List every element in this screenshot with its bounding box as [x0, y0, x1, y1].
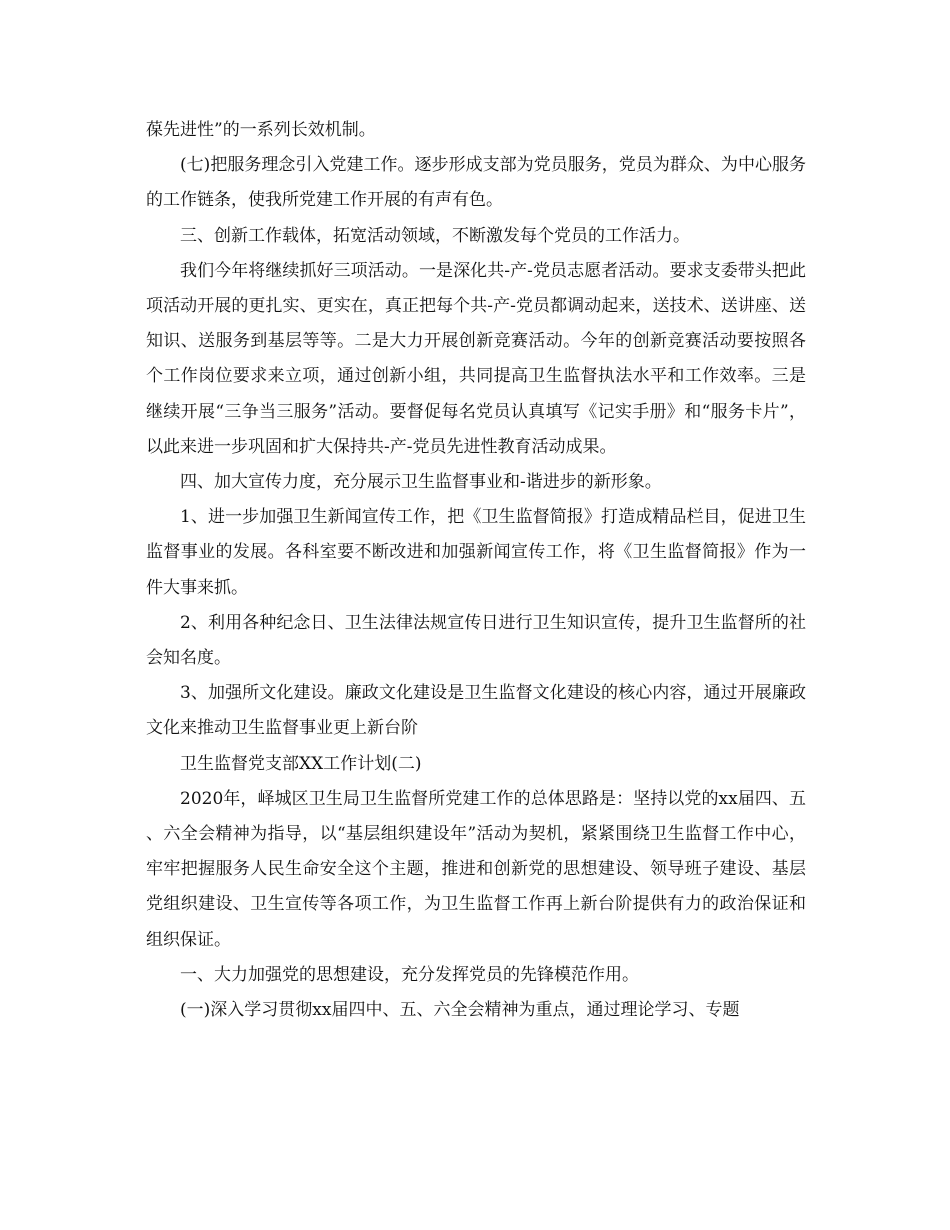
- paragraph: 我们今年将继续抓好三项活动。一是深化共-产-党员志愿者活动。要求支委带头把此项活动开展的更扎实、更实在，真正把每个共-产-党员都调动起来，送技术、送讲座、送知识、送服务到基层等等。二是大力开展创新竞赛活动。今年的创新竞赛活动要按照各个工作岗位要求来立项，通过创新小组，共同提高卫生监督执法水平和工作效率。三是继续开展“三争当三服务”活动。要督促每名党员认真填写《记实手册》和“服务卡片”，以此来进一步巩固和扩大保持共-产-党员先进性教育活动成果。: [146, 260, 806, 457]
- document-subtitle: 卫生监督党支部XX工作计划(二): [180, 753, 422, 774]
- paragraph: 1、进一步加强卫生新闻宣传工作，把《卫生监督简报》打造成精品栏目，促进卫生监督事业的发展。各科室要不断改进和加强新闻宣传工作，将《卫生监督简报》作为一件大事来抓。: [146, 507, 806, 598]
- section-heading: 四、加大宣传力度，充分展示卫生监督事业和-谐进步的新形象。: [180, 472, 662, 493]
- paragraph: 2、利用各种纪念日、卫生法律法规宣传日进行卫生知识宣传，提升卫生监督所的社会知名度。: [146, 612, 806, 669]
- paragraph: 葆先进性”的一系列长效机制。: [146, 120, 376, 140]
- paragraph: 3、加强所文化建设。廉政文化建设是卫生监督文化建设的核心内容，通过开展廉政文化来推动卫生监督事业更上新台阶: [146, 683, 806, 739]
- section-heading: 三、创新工作载体，拓宽活动领域，不断激发每个党员的工作活力。: [180, 225, 690, 246]
- document-body: [146, 113, 806, 1028]
- paragraph: 2020年，峄城区卫生局卫生监督所党建工作的总体思路是：坚持以党的xx届四、五、六全会精神为指导，以“基层组织建设年”活动为契机，紧紧围绕卫生监督工作中心，牢牢把握服务人民生命安全这个主题，推进和创新党的思想建设、领导班子建设、基层党组织建设、卫生宣传等各项工作，为卫生监督工作再上新台阶提供有力的政治保证和组织保证。: [146, 788, 806, 950]
- paragraph: (七)把服务理念引入党建工作。逐步形成支部为党员服务，党员为群众、为中心服务的工作链条，使我所党建工作开展的有声有色。: [146, 155, 806, 211]
- paragraph: (一)深入学习贯彻xx届四中、五、六全会精神为重点，通过理论学习、专题: [180, 1000, 740, 1021]
- section-heading: 一、大力加强党的思想建设，充分发挥党员的先锋模范作用。: [180, 964, 639, 985]
